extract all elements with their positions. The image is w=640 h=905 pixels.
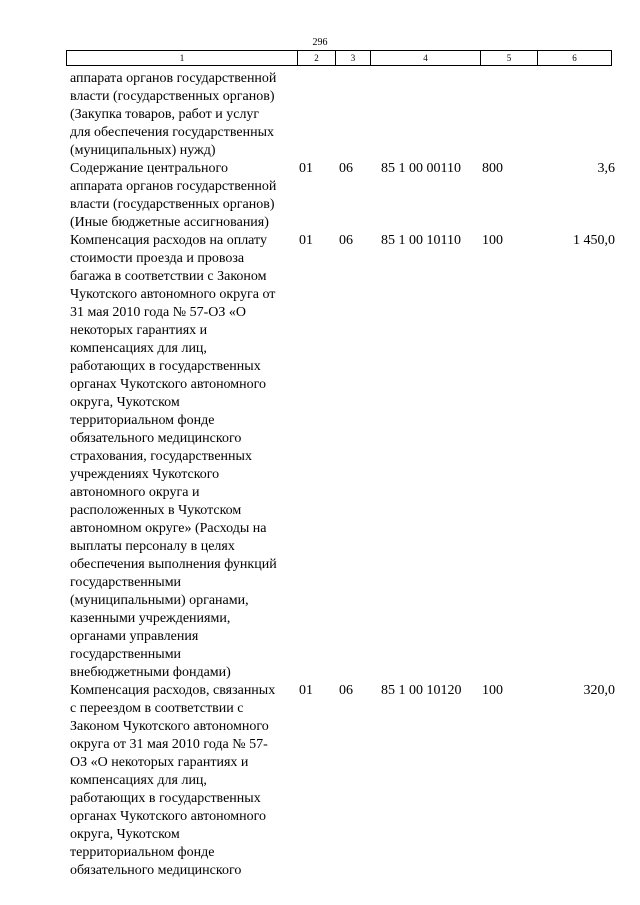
row-subsection: 06 bbox=[339, 683, 353, 698]
budget-rows bbox=[70, 70, 615, 880]
row-amount bbox=[546, 70, 615, 160]
column-header-4: 4 bbox=[371, 51, 481, 66]
column-header-1: 1 bbox=[67, 51, 298, 66]
row-description: Компенсация расходов на оплату стоимости проезда и провоза багажа в соответствии с Законом Чукотского автономного округа от 31 мая 2010 года № 57-ОЗ «О некоторых гарантиях и компенсациях для лиц, работающих в государственных органах Чукотского автономного округа, Чукотском территориальном фонде обязательного медицинского страхования, государственных учреждениях Чукотского автономного округа и расположенных в Чукотском автономном округе» (Расходы на выплаты персоналу в целях обеспечения выполнения функций государственными (муниципальными) органами, казенными учреждениями, органами управления государственными внебюджетными фондами) bbox=[70, 233, 277, 680]
row-target-article: 85 1 00 10120 bbox=[381, 683, 462, 698]
row-expense-type bbox=[482, 70, 546, 160]
row-amount: 3,6 bbox=[597, 161, 615, 176]
column-header-row bbox=[67, 51, 612, 66]
column-header-5: 5 bbox=[481, 51, 538, 66]
row-expense-type: 100 bbox=[482, 683, 503, 698]
row-subsection: 06 bbox=[339, 233, 353, 248]
row-section: 01 bbox=[299, 233, 313, 248]
table-row bbox=[70, 232, 615, 682]
row-description: Компенсация расходов, связанных с переездом в соответствии с Законом Чукотского автономного округа от 31 мая 2010 года № 57- ОЗ «О некоторых гарантиях и компенсациях для лиц, работающих в государственных органах Чукотского автономного округа, Чукотском территориальном фонде обязательного медицинского bbox=[70, 683, 276, 878]
column-header-2: 2 bbox=[298, 51, 336, 66]
row-target-article bbox=[381, 70, 482, 160]
row-subsection: 06 bbox=[339, 161, 353, 176]
row-expense-type: 100 bbox=[482, 233, 503, 248]
column-header-3: 3 bbox=[336, 51, 371, 66]
row-description: Содержание центрального аппарата органов государственной власти (государственных органов) (Иные бюджетные ассигнования) bbox=[70, 161, 277, 230]
page-number: 296 bbox=[312, 37, 328, 48]
column-header-table bbox=[66, 50, 612, 66]
row-amount: 1 450,0 bbox=[573, 233, 615, 248]
row-section: 01 bbox=[299, 683, 313, 698]
row-description: аппарата органов государственной власти (государственных органов) (Закупка товаров, работ и услуг для обеспечения государственных (муниципальных) нужд) bbox=[70, 71, 277, 158]
table-row bbox=[70, 682, 615, 880]
table-row bbox=[70, 160, 615, 232]
row-subsection bbox=[339, 70, 381, 160]
table-row bbox=[70, 70, 615, 160]
row-section bbox=[299, 70, 339, 160]
row-expense-type: 800 bbox=[482, 161, 503, 176]
row-target-article: 85 1 00 10110 bbox=[381, 233, 461, 248]
column-header-6: 6 bbox=[538, 51, 612, 66]
row-amount: 320,0 bbox=[583, 683, 615, 698]
row-section: 01 bbox=[299, 161, 313, 176]
row-target-article: 85 1 00 00110 bbox=[381, 161, 461, 176]
